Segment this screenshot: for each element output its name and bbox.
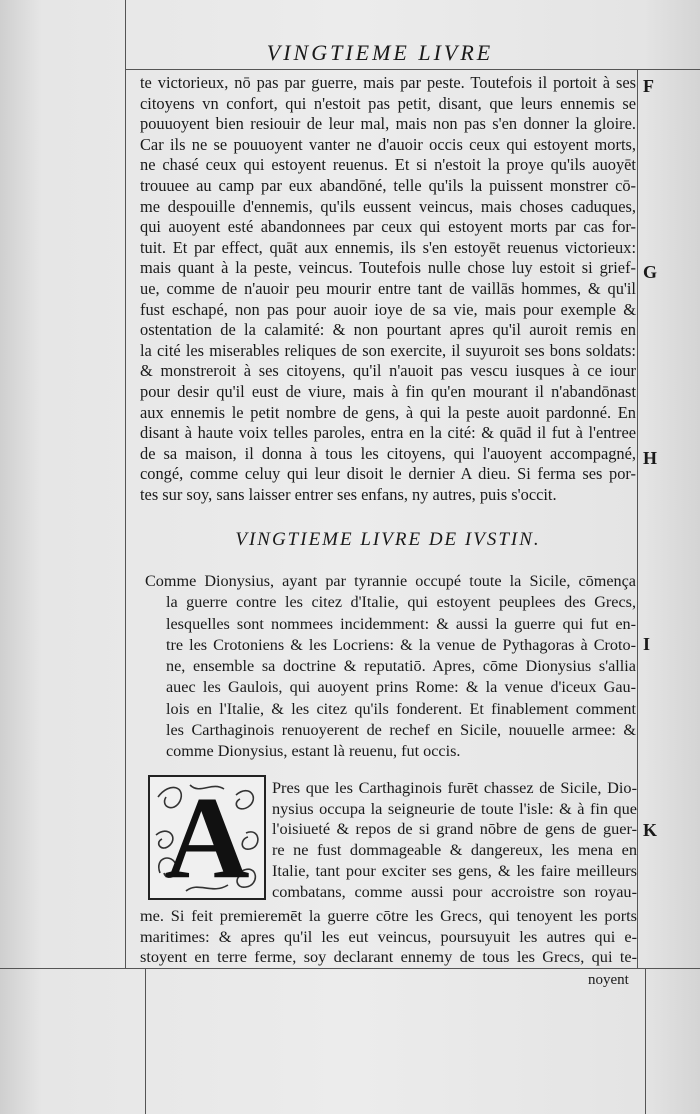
text-line: fust eschapé, non pas pour auoir ioye de sa vie, mais pour exemple & — [140, 299, 636, 319]
text-line: ue, comme de n'auoir peu mourir entre tant de vaillās hommes, & qu'il — [140, 278, 636, 298]
margin-letter-f: F — [643, 76, 654, 96]
header-rule — [125, 69, 700, 70]
paragraph-1 — [140, 73, 636, 505]
margin-letter-i: I — [643, 634, 651, 654]
text-line: la cité les miserables reliques de son exercite, il suyuroit ses bons soldats: — [140, 340, 636, 360]
body-line: Pres que les Carthaginois furēt chassez de Sicile, Dio- — [272, 778, 637, 797]
text-line: citoyens vn confort, qui n'estoit pas petit, disant, que leurs ennemis se — [140, 93, 636, 113]
body-line: maritimes: & apres qu'il les eut veincus, poursuyuit les autres qui e- — [140, 926, 637, 946]
argument-line: lesquelles sont nommees incidemment: & aussi la guerre qui fut en- — [166, 614, 636, 633]
body-line: Italie, tant pour exciter ses gens, & les faire meilleurs — [272, 860, 637, 880]
initial-letter: A — [164, 771, 250, 903]
argument-line: lois en l'Italie, & les citez qu'ils fonderent. Et finablement comment — [166, 699, 636, 718]
body-line: stoyent en terre ferme, soy declarant ennemy de tous les Grecs, qui te- — [140, 947, 637, 967]
margin-right-rule — [645, 968, 646, 1114]
text-line: qui auoyent esté abandonnees par ceux qui estoyent morts par cas for- — [140, 217, 636, 237]
decorated-initial — [148, 771, 266, 903]
text-line: ostentation de la calamité: & non pourtant apres qu'il auroit remis en — [140, 320, 636, 340]
footer-rule — [0, 968, 700, 969]
margin-letter-g: G — [643, 262, 658, 282]
text-line: congé, comme celuy qui leur disoit le dernier A dieu. Si ferma ses por- — [140, 464, 636, 484]
margin-letter-h: H — [643, 448, 658, 468]
text-line: Car ils ne se pouuoyent vanter ne d'auoir occis ceux qui estoyent morts, — [140, 134, 636, 154]
text-line: trouuee au camp par eux abandōné, telle qu'ils la puissent monstrer cō- — [140, 175, 636, 195]
text-line: aux ennemis le petit nombre de gens, à qui la peste auoit pardonné. En — [140, 402, 636, 422]
text-right-rule — [637, 69, 638, 968]
text-line: mais quant à la peste, veincus. Toutefois nulle chose luy estoit si grief- — [140, 258, 636, 278]
margin-left-rule — [145, 968, 146, 1114]
argument-line: les Carthaginois renuoyerent de rechef en Sicile, nouuelle armee: & — [166, 721, 636, 740]
text-line: me despouille d'ennemis, qu'ils eussent veincus, mais choses caduques, — [140, 196, 636, 216]
text-line: tes sur soy, sans laisser entrer ses enfans, ny autres, puis s'occit. — [140, 484, 557, 504]
argument-line: Comme Dionysius, ayant par tyrannie occupé toute la Sicile, cōmença — [145, 572, 636, 590]
argument-line: la guerre contre les citez d'Italie, qui estoyent peuplees des Grecs, — [166, 593, 636, 612]
body-beside-initial — [272, 778, 637, 902]
section-title: VINGTIEME LIVRE DE IVSTIN. — [235, 529, 541, 550]
text-line: tuit. Et par effect, quāt aux ennemis, ils s'en estoyēt reuenus victorieux: — [140, 237, 636, 257]
running-head: VINGTIEME LIVRE — [266, 40, 494, 65]
argument-line: ne, ensemble sa doctrine & reputatiō. Apres, cōme Dionysius s'allia — [166, 657, 636, 676]
text-line: te victorieux, nō pas par guerre, mais par peste. Toutefois il portoit à ses — [140, 73, 636, 92]
body-line: combatans, comme aussi pour accroistre son royau- — [272, 881, 637, 901]
body-line: re ne fust dommageable & dangereux, les mena en — [272, 840, 637, 860]
catchword: noyent — [588, 972, 629, 988]
text-line: & monstreroit à ses citoyens, qu'il n'auoit pas vescu iusques à ce iour — [140, 361, 636, 381]
margin-letter-k: K — [643, 820, 658, 840]
text-left-rule — [125, 0, 126, 968]
body-line: me. Si feit premieremēt la guerre cōtre les Grecs, qui tenoyent les ports — [140, 906, 637, 925]
text-line: ne chasé ceux qui estoyent reuenus. Et si n'estoit la proye qu'ils auoyēt — [140, 155, 636, 175]
body-line: nysius occupa la seigneurie de toute l'isle: & à fin que — [272, 798, 637, 818]
argument-line: tre les Crotoniens & les Locriens: & la venue de Pythagoras à Croto- — [166, 635, 636, 654]
chapter-argument — [140, 571, 636, 763]
text-line: pour desir qu'il eust de viure, mais à fin qu'en mourant il n'abandōnast — [140, 381, 636, 401]
text-line: pouuoyent bien resiouir de leur mal, mais non pas s'en donner la gloire. — [140, 114, 636, 134]
argument-line: comme Dionysius, estant là reuenu, fut occis. — [166, 742, 461, 761]
body-line: l'oisiueté & repos de si grand nōbre de gens de guer- — [272, 819, 637, 839]
text-line: disant à haute voix telles paroles, entra en la cité: & quād il fut à l'entree — [140, 423, 636, 443]
body-full-width — [140, 906, 637, 968]
argument-line: auec les Gaulois, qui auoyent prins Rome: & la venue d'iceux Gau- — [166, 678, 636, 697]
text-line: de sa maison, il donna à tous les citoyens, qui l'auoyent accompagné, — [140, 443, 636, 463]
